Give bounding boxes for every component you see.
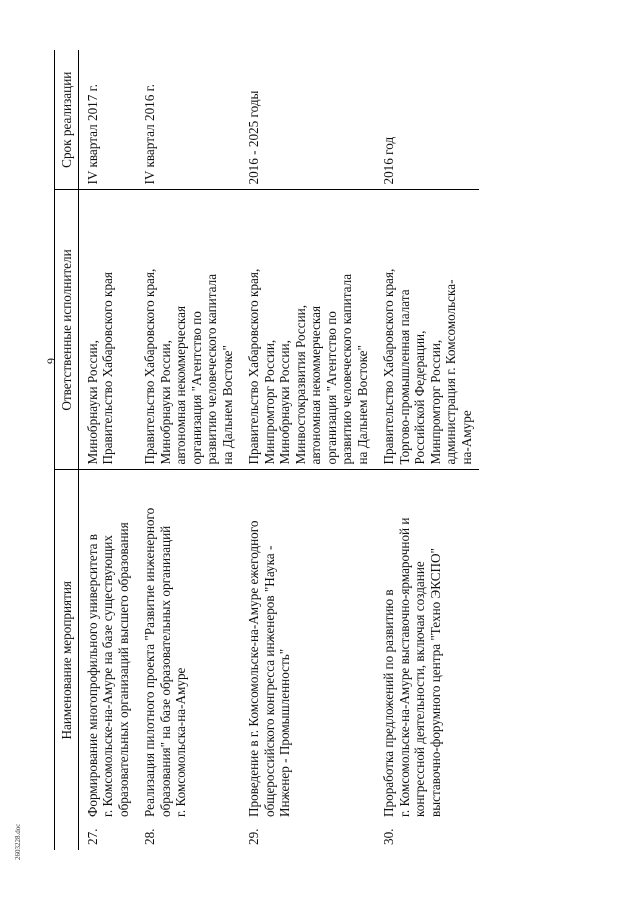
executor-line: Минвостокразвития России,: [292, 304, 308, 465]
activity-title-line: Проработка предложений по развитию в: [381, 589, 396, 817]
row-number: 28.: [142, 828, 157, 845]
executor-line: на Дальнем Востоке": [354, 345, 370, 465]
executors-cell: [375, 190, 479, 470]
table-row: [375, 50, 479, 850]
executor-line: Торгово-промышленная палата: [396, 289, 412, 465]
document-id: 2603228.doc: [14, 823, 22, 860]
deadline-cell: 2016 год: [375, 50, 479, 190]
executor-line: Российской Федерации,: [412, 330, 427, 465]
activity-cell: [375, 470, 479, 850]
executor-line: администрация г. Комсомольска-: [443, 279, 458, 465]
executor-line: организация "Агентство по: [188, 311, 204, 465]
activity-title: [381, 482, 443, 817]
activity-title-line: общероссийского конгресса инженеров "Наука -: [261, 545, 277, 817]
executor-line: Правительство Хабаровского края,: [142, 268, 157, 465]
executors-cell: [136, 190, 240, 470]
table-row: [78, 50, 136, 850]
activity-title-line: Формирование многопрофильного университета в: [84, 533, 100, 817]
executor-line: Минобрнауки России,: [84, 340, 100, 465]
row-number: 27.: [84, 828, 100, 845]
executor-line: на-Амуре: [458, 410, 474, 465]
executor-line: Минпромторг России,: [427, 339, 443, 465]
rotated-table-container: [54, 50, 614, 850]
executor-line: автономная некоммерческая: [308, 305, 323, 465]
deadline-cell: 2016 - 2025 годы: [240, 50, 375, 190]
header-activity-name: Наименование мероприятия: [55, 470, 79, 850]
activities-table: [54, 50, 479, 850]
table-row: [136, 50, 240, 850]
executor-line: на Дальнем Востоке": [219, 345, 235, 465]
activity-title-line: выставочно-форумного центра "Техно ЭКСПО": [427, 548, 443, 817]
activity-title: [246, 482, 293, 817]
executor-line: Минобрнауки России,: [277, 340, 292, 465]
activity-cell: [78, 470, 136, 850]
page-number: 9: [44, 358, 58, 364]
activity-title-line: Реализация пилотного проекта "Развитие инженерного: [142, 507, 157, 817]
header-deadline: Срок реализации: [55, 50, 79, 190]
executor-line: Правительство Хабаровского края: [100, 272, 115, 465]
activity-title-line: Проведение в г. Комсомольске-на-Амуре ежегодного: [246, 520, 261, 817]
table-header-row: [55, 50, 79, 850]
executor-line: Правительство Хабаровского края,: [246, 268, 261, 465]
activity-title-line: г. Комсомольске-на-Амуре выставочно-ярмарочной и: [396, 517, 412, 817]
row-number: 29.: [246, 828, 261, 845]
activity-title: [85, 482, 132, 817]
row-number: 30.: [381, 828, 396, 845]
executor-line: Минпромторг России,: [261, 339, 277, 465]
executor-line: Правительство Хабаровского края,: [381, 268, 396, 465]
executor-line: Минобрнауки России,: [157, 340, 173, 465]
header-responsible-executors: Ответственные исполнители: [55, 190, 79, 470]
executor-line: развитию человеческого капитала: [204, 273, 219, 465]
deadline-cell: IV квартал 2017 г.: [78, 50, 136, 190]
executor-line: автономная некоммерческая: [173, 305, 188, 465]
activity-title: [142, 482, 189, 817]
activity-title-line: образования" на базе образовательных организаций: [157, 525, 173, 817]
deadline-cell: IV квартал 2016 г.: [136, 50, 240, 190]
activity-title-line: Инженер - Промышленность": [277, 648, 292, 817]
activity-title-line: г. Комсомольска-на-Амуре: [173, 667, 188, 817]
table-body: [78, 50, 479, 850]
activity-title-line: г. Комсомольске-на-Амуре на базе существующих: [100, 535, 115, 817]
executor-line: развитию человеческого капитала: [339, 273, 354, 465]
table-row: [240, 50, 375, 850]
activity-cell: [136, 470, 240, 850]
activity-cell: [240, 470, 375, 850]
executors-cell: [78, 190, 136, 470]
executor-line: организация "Агентство по: [323, 311, 339, 465]
executors-cell: [240, 190, 375, 470]
activity-title-line: конгрессной деятельности, включая создание: [412, 561, 427, 817]
activity-title-line: образовательных организаций высшего образования: [115, 522, 131, 817]
